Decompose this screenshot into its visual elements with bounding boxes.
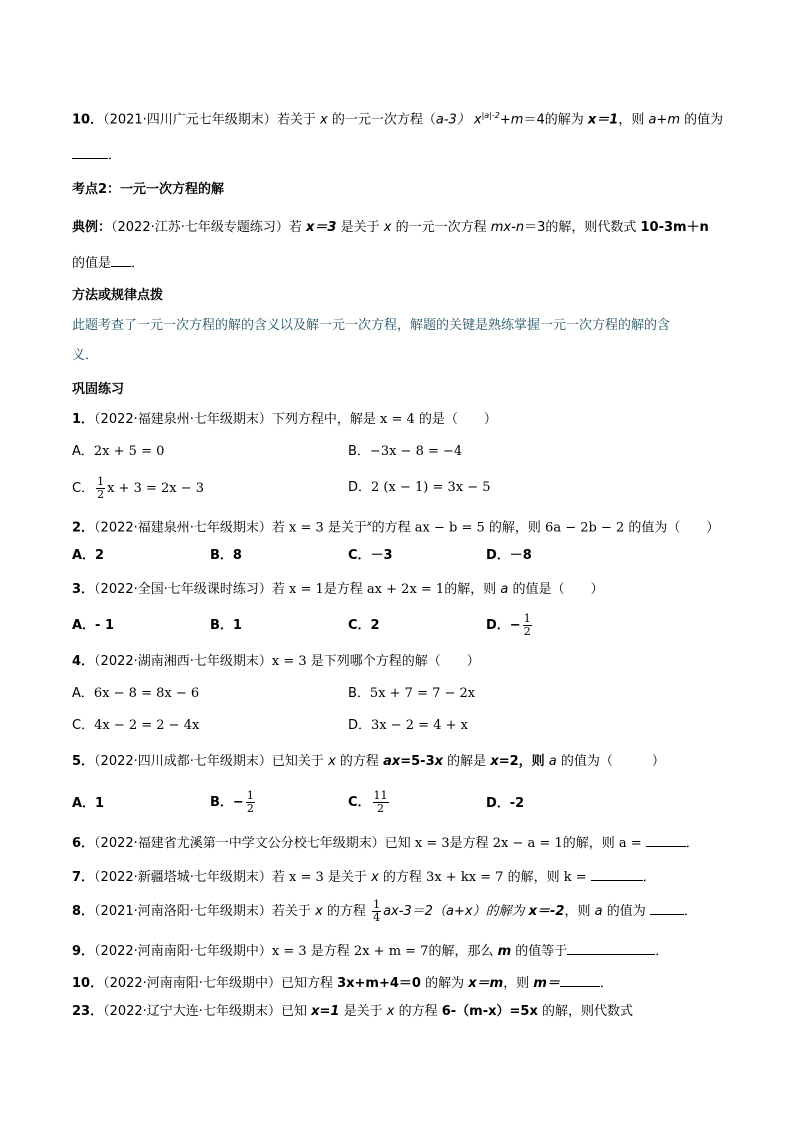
method-heading: 方法或规律点拨 [72,288,164,303]
q2-option-d[interactable]: D．－8 [486,548,532,563]
answer-blank[interactable] [72,144,108,159]
q5-option-d[interactable]: D．-2 [486,796,525,811]
question-10-answer-line: ． [72,144,732,164]
practice-question-2: 2．（2022·福建泉州·七年级期末）若 x = 3 是关于$^x$的方程 ax − b = 5 的解，则 6a − 2b − 2 的值为（ ） [72,519,720,536]
answer-blank[interactable] [560,972,600,987]
answer-blank[interactable] [646,832,686,847]
practice-question-10: 10．（2022·河南南阳·七年级期中）已知方程 3x+m+4＝0 的解为 x＝m，则 m＝ ． [72,972,732,992]
practice-question-6: 6．（2022·福建省尤溪第一中学文公分校七年级期末）已知 x = 3是方程 2x − a = 1的解，则 a = ． [72,832,732,852]
q1-option-a[interactable]: A．2x + 5 = 0 [72,444,165,459]
practice-question-23: 23．（2022·辽宁大连·七年级期末）已知 x=1 是关于 x 的方程 6-（m-x）=5x 的解，则代数式 [72,1004,633,1019]
practice-question-5: 5．（2022·四川成都·七年级期末）已知关于 x 的方程 ax=5-3x 的解是 x=2，则 a 的值为（ ） [72,754,665,769]
answer-blank[interactable] [111,252,131,267]
q2-option-a[interactable]: A．2 [72,548,105,563]
fraction: $\frac{1}{2}$ [523,612,531,638]
q3-option-d[interactable]: D．− $\frac{1}{2}$ [486,612,531,638]
answer-blank[interactable] [591,866,643,881]
q5-option-c[interactable]: C． $\frac{11}{2}$ [348,789,388,815]
q4-option-d[interactable]: D．3x − 2 = 4 + x [348,718,468,733]
q4-option-c[interactable]: C．4x − 2 = 2 − 4x [72,718,200,733]
practice-heading: 巩固练习 [72,382,125,397]
practice-question-7: 7．（2022·新疆塔城·七年级期末）若 x = 3 是关于 x 的方程 3x + kx = 7 的解，则 k = ． [72,866,732,886]
q4-option-b[interactable]: B．5x + 7 = 7 − 2x [348,686,476,701]
method-text-line-1: 此题考查了一元一次方程的解的含义以及解一元一次方程，解题的关键是熟练掌握一元一次方程的解的含 [72,318,671,333]
answer-blank[interactable] [567,940,655,955]
fraction: $\frac{1}{2}$ [97,475,105,501]
q2-option-b[interactable]: B．8 [210,548,242,563]
q1-option-c[interactable]: C． $\frac{1}{2}$ x + 3 = 2x − 3 [72,475,205,501]
fraction: $\frac{1}{4}$ [373,898,381,924]
q1-option-b[interactable]: B．−3x − 8 = −4 [348,444,463,459]
answer-blank[interactable] [650,900,684,915]
practice-question-8: 8．（2021·河南洛阳·七年级期末）若关于 x 的方程 $\frac{1}{4}$ ax-3＝2（a+x）的解为 x＝-2，则 a 的值为 ． [72,898,697,924]
q3-option-c[interactable]: C．2 [348,618,380,633]
fraction: $\frac{11}{2}$ [373,789,388,815]
practice-question-1: 1．（2022·福建泉州·七年级期末）下列方程中，解是 x = 4 的是（ ） [72,412,497,427]
q4-option-a[interactable]: A．6x − 8 = 8x − 6 [72,686,200,701]
q1-option-d[interactable]: D．2 (x − 1) = 3x − 5 [348,480,491,495]
q3-option-b[interactable]: B．1 [210,618,242,633]
fraction: $\frac{1}{2}$ [246,789,254,815]
q5-option-b[interactable]: B．− $\frac{1}{2}$ [210,789,254,815]
q5-option-a[interactable]: A．1 [72,796,105,811]
q2-option-c[interactable]: C．－3 [348,548,393,563]
question-10-top: 10．（2021·四川广元七年级期末）若关于 x 的一元一次方程（a-3） $x^{|a|-2}+m=4$的解为 x＝1，则 a+m 的值为 [72,111,724,128]
practice-question-9: 9．（2022·河南南阳·七年级期中）x = 3 是方程 2x + m = 7的解，那么 m 的值等于 ． [72,940,732,960]
method-text-line-2: 义． [72,348,99,363]
section-heading-kaodian-2: 考点2：一元一次方程的解 [72,182,225,197]
practice-question-3: 3．（2022·全国·七年级课时练习）若 x = 1是方程 ax + 2x = 1的解，则 a 的值是（ ） [72,582,604,597]
practice-question-4: 4．（2022·湖南湘西·七年级期末）x = 3 是下列哪个方程的解（ ） [72,654,480,669]
example-question: 典例：（2022·江苏·七年级专题练习）若 x＝3 是关于 x 的一元一次方程 mx-n＝3的解，则代数式 10-3m＋n [72,220,709,235]
example-question-cont: 的值是 ． [72,252,732,272]
q3-option-a[interactable]: A．- 1 [72,618,115,633]
